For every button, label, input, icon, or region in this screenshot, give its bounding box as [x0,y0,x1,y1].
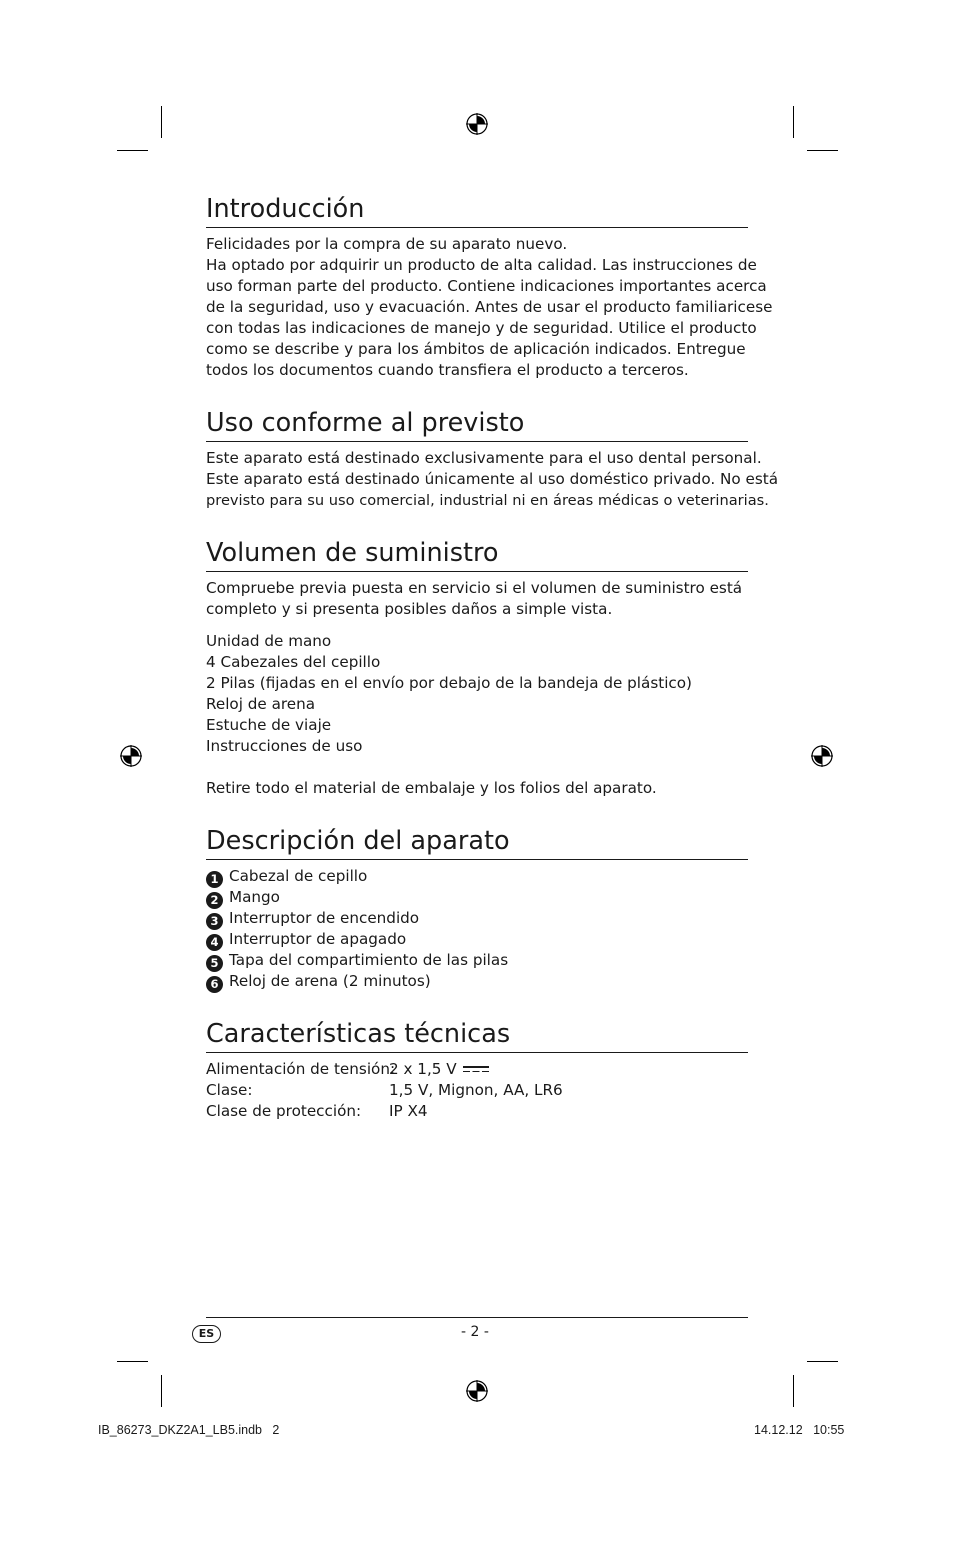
text-line: como se describe y para los ámbitos de aplicación indicados. Entregue [206,340,746,358]
registration-mark-icon [811,745,833,767]
text-line: con todas las indicaciones de manejo y de seguridad. Utilice el producto [206,319,757,337]
table-row [206,1059,751,1080]
spec-label: Clase de protección: [206,1102,362,1120]
registration-mark-icon [120,745,142,767]
text-line: Retire todo el material de embalaje y los folios del aparato. [206,779,657,797]
print-datetime: 14.12.12 10:55 [754,1423,845,1437]
specs-table [206,1059,751,1122]
item-label: Tapa del compartimiento de las pilas [229,951,509,969]
text-line: Este aparato está destinado únicamente al uso doméstico privado. No está [206,470,779,488]
list-item: 2 Pilas (fijadas en el envío por debajo de la bandeja de plástico) [206,674,692,692]
list-item: Estuche de viaje [206,716,332,734]
item-number-badge: 6 [206,976,223,993]
item-number-badge: 2 [206,892,223,909]
list-item [206,971,751,992]
item-label: Cabezal de cepillo [229,867,368,885]
text-line: completo y si presenta posibles daños a simple vista. [206,600,613,618]
spec-label: Clase: [206,1081,253,1099]
spec-value: IP X4 [389,1102,428,1120]
supply-list [206,631,751,757]
text-line: previsto para su uso comercial, industrial ni en áreas médicas o veterinarias. [206,492,769,509]
description-list [206,866,751,992]
table-row [206,1101,751,1122]
item-label: Interruptor de encendido [229,909,420,927]
spec-value: 2 x 1,5 V [389,1059,489,1080]
intro-paragraph [206,234,773,381]
item-number-badge: 5 [206,955,223,972]
text-line: Ha optado por adquirir un producto de alta calidad. Las instrucciones de [206,256,757,274]
supply-intro-paragraph [206,578,751,620]
list-item [206,950,751,971]
text-line: todos los documentos cuando transfiera el producto a terceros. [206,361,689,379]
item-label: Reloj de arena (2 minutos) [229,972,431,990]
file-slug: IB_86273_DKZ2A1_LB5.indb 2 [98,1423,280,1437]
list-item: 4 Cabezales del cepillo [206,653,381,671]
section-title-description: Descripción del aparato [206,825,748,860]
supply-note [206,778,751,799]
item-number-badge: 4 [206,934,223,951]
item-label: Interruptor de apagado [229,930,407,948]
registration-mark-icon [466,113,488,135]
direct-current-icon [463,1066,489,1072]
page-number: - 2 - [461,1324,489,1340]
list-item: Reloj de arena [206,695,316,713]
text-line: de la seguridad, uso y evacuación. Antes de usar el producto familiaricese [206,298,773,316]
text-line: Compruebe previa puesta en servicio si el volumen de suministro está [206,579,743,597]
section-title-specs: Características técnicas [206,1018,748,1053]
item-number-badge: 3 [206,913,223,930]
list-item [206,866,751,887]
intended-use-paragraph [206,448,779,511]
language-badge: ES [192,1325,221,1343]
footer-divider [206,1317,748,1318]
spec-label: Alimentación de tensión: [206,1060,396,1078]
text-line: Este aparato está destinado exclusivamente para el uso dental personal. [206,449,762,467]
text-line: Felicidades por la compra de su aparato nuevo. [206,235,568,253]
section-title-intended-use: Uso conforme al previsto [206,407,748,442]
list-item [206,908,751,929]
spec-value: 1,5 V, Mignon, AA, LR6 [389,1081,563,1099]
table-row [206,1080,751,1101]
item-number-badge: 1 [206,871,223,888]
section-title-intro: Introducción [206,193,748,228]
registration-mark-icon [466,1380,488,1402]
item-label: Mango [229,888,280,906]
list-item: Unidad de mano [206,632,332,650]
list-item [206,929,751,950]
section-title-supply: Volumen de suministro [206,537,748,572]
text-line: uso forman parte del producto. Contiene indicaciones importantes acerca [206,277,767,295]
list-item: Instrucciones de uso [206,737,363,755]
list-item [206,887,751,908]
